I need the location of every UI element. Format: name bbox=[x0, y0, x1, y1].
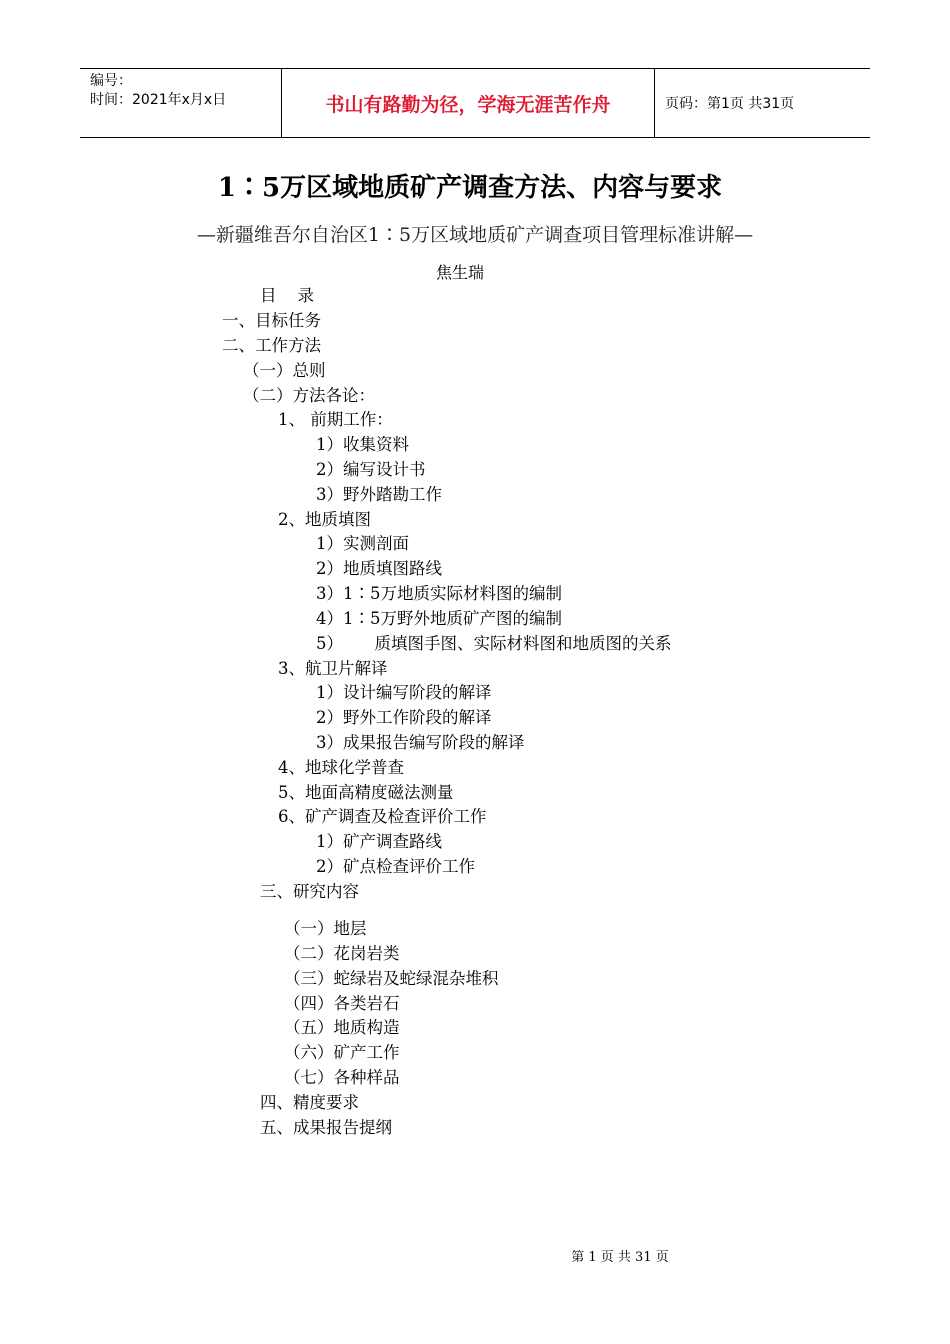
toc-item: 3、航卫片解译 bbox=[278, 659, 388, 678]
toc-item: 三、研究内容 bbox=[260, 882, 359, 901]
header-table bbox=[80, 68, 870, 138]
toc-item: 2）矿点检查评价工作 bbox=[316, 857, 475, 876]
toc-item: （一）总则 bbox=[243, 361, 326, 380]
toc-item: 5、地面高精度磁法测量 bbox=[278, 783, 454, 802]
toc-item: （四）各类岩石 bbox=[284, 994, 400, 1013]
toc-heading: 目 录 bbox=[260, 286, 314, 305]
toc-item: （六）矿产工作 bbox=[284, 1043, 400, 1062]
toc-item: 2）编写设计书 bbox=[316, 460, 426, 479]
toc-item: 3）野外踏勘工作 bbox=[316, 485, 442, 504]
toc-item: 1）设计编写阶段的解译 bbox=[316, 683, 492, 702]
toc-item: （二）花岗岩类 bbox=[284, 944, 400, 963]
toc-item: 5） 质填图手图、实际材料图和地质图的关系 bbox=[316, 634, 672, 653]
toc-item: 4）1∶5万野外地质矿产图的编制 bbox=[316, 609, 562, 628]
toc-item: （七）各种样品 bbox=[284, 1068, 400, 1087]
toc-item: 四、精度要求 bbox=[260, 1093, 359, 1112]
toc-item: 2）地质填图路线 bbox=[316, 559, 442, 578]
header-motto: 书山有路勤为径，学海无涯苦作舟 bbox=[282, 69, 655, 137]
toc-item: 4、地球化学普查 bbox=[278, 758, 404, 777]
toc-item: 2）野外工作阶段的解译 bbox=[316, 708, 492, 727]
page-footer: 第 1 页 共 31 页 bbox=[571, 1250, 669, 1265]
toc-item: （一）地层 bbox=[284, 919, 367, 938]
toc-item: 3）成果报告编写阶段的解译 bbox=[316, 733, 525, 752]
document-subtitle: —新疆维吾尔自治区1∶5万区域地质矿产调查项目管理标准讲解— bbox=[196, 224, 754, 246]
author-name: 焦生瑞 bbox=[435, 263, 484, 282]
toc-item: 一、目标任务 bbox=[222, 311, 321, 330]
toc-item: （二）方法各论： bbox=[243, 386, 375, 405]
document-title: 1∶5万区域地质矿产调查方法、内容与要求 bbox=[217, 173, 723, 203]
toc-item: 2、地质填图 bbox=[278, 510, 371, 529]
toc-item: 1）收集资料 bbox=[316, 435, 409, 454]
toc-item: 1）实测剖面 bbox=[316, 534, 409, 553]
toc-item: 五、成果报告提纲 bbox=[260, 1118, 392, 1137]
toc-item: 6、矿产调查及检查评价工作 bbox=[278, 807, 487, 826]
document-time-label: 时间：2021年x月x日 bbox=[90, 92, 227, 108]
toc-item: 二、工作方法 bbox=[222, 336, 321, 355]
toc-item: （三）蛇绿岩及蛇绿混杂堆积 bbox=[284, 969, 499, 988]
toc-item: 1、 前期工作： bbox=[278, 410, 393, 429]
toc-item: 3）1∶5万地质实际材料图的编制 bbox=[316, 584, 562, 603]
header-info-cell bbox=[80, 69, 282, 137]
document-number-label: 编号： bbox=[90, 73, 132, 89]
header-page-info: 页码：第1页 共31页 bbox=[665, 96, 795, 112]
toc-item: 1）矿产调查路线 bbox=[316, 832, 442, 851]
toc-item: （五）地质构造 bbox=[284, 1018, 400, 1037]
